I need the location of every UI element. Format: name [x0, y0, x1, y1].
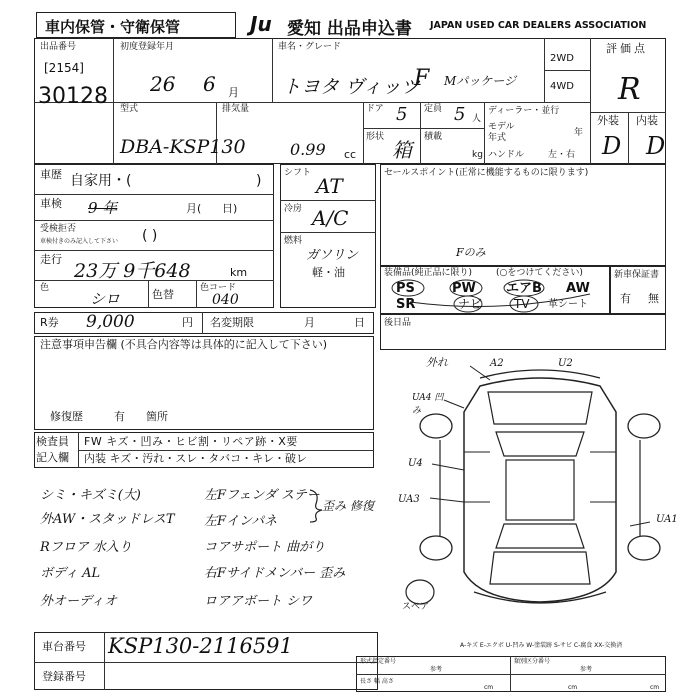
exterior-grade: D	[602, 132, 622, 160]
sales-point-label: セールスポイント(正常に機能するものに限ります)	[384, 168, 589, 178]
later-date-label: 後日品	[384, 318, 412, 328]
ju-logo: Ju	[250, 12, 272, 36]
diagram-label-a2: A2	[490, 358, 504, 369]
shift-label: シフト	[284, 168, 312, 178]
inspector-row-1: FW キズ・凹み・ヒビ割・リペア跡・X要	[84, 435, 298, 448]
fuel-label: 燃料	[284, 236, 303, 246]
history-label: 車歴	[40, 168, 62, 181]
equip-sr: SR	[396, 297, 416, 312]
repair-parts: 箇所	[146, 410, 168, 423]
acceptance-note: 車検付きのみ記入して下さい	[40, 238, 119, 245]
history-close: )	[256, 173, 262, 189]
handle-label: ハンドル	[488, 150, 525, 160]
capacity-label: 定員	[424, 104, 443, 114]
equip-aw: AW	[566, 281, 590, 296]
equip-tv: TV	[514, 297, 530, 311]
recycle-block	[34, 312, 374, 334]
model-year-unit: 年	[574, 128, 584, 138]
diagram-label-off: 外れ	[426, 356, 448, 369]
inspector-label-1: 検査員	[36, 435, 69, 448]
repair-label: 修復歴	[50, 410, 83, 423]
equipment-note: (○をつけてください)	[496, 268, 583, 278]
handle-options: 左・右	[548, 150, 576, 160]
equipment-label: 装備品(純正品に限り)	[384, 268, 473, 278]
first-registration-label: 初度登録年月	[120, 42, 175, 52]
first-registration-month: 6	[203, 72, 216, 96]
door-value: 5	[396, 104, 408, 125]
shape-label: 形状	[366, 132, 385, 142]
capacity-value: 5	[454, 104, 466, 125]
load-unit: kg	[472, 150, 483, 160]
first-registration-year: 26	[150, 72, 176, 96]
inspector-row-2: 内装 キズ・汚れ・スレ・タバコ・キレ・破レ	[84, 452, 308, 465]
dimension-unit-3: cm	[650, 684, 660, 691]
displacement-value: 0.99	[290, 140, 326, 159]
remark-right-5: ロアアボート シワ	[204, 594, 313, 609]
color-code: 040	[212, 292, 239, 308]
shift-value: AT	[316, 174, 343, 198]
interior-grade: D	[646, 132, 666, 160]
name-change-label: 名変期限	[210, 316, 254, 329]
inspection-label: 車検	[40, 197, 62, 210]
remark-right-2: 左Fインパネ	[204, 514, 278, 529]
registration-label: 登録番号	[42, 670, 86, 683]
dimension-unit-2: cm	[568, 684, 578, 691]
capacity-unit: 人	[472, 114, 482, 124]
car-package: Mパッケージ	[444, 74, 517, 88]
car-name: トヨタ ヴィッツ	[282, 76, 420, 98]
inspection-month: 月(	[186, 202, 202, 215]
equip-navi: ナビ	[458, 297, 483, 311]
inspection-day: 日)	[222, 202, 238, 215]
repaint-label: 色替	[152, 288, 174, 301]
remark-left-3: Rフロア 水入り	[40, 540, 132, 555]
model-label: 型式	[120, 104, 139, 114]
diagram-legend: A-キズ E-エクボ U-凹み W-塗装跡 S-サビ C-腐食 XX-交換済	[460, 642, 623, 649]
model-year-label: モデル年式	[488, 122, 515, 143]
remark-left-2: 外AW・スタッドレスT	[40, 512, 175, 527]
displacement-label: 排気量	[222, 104, 250, 114]
chassis-label: 車台番号	[42, 640, 86, 653]
history-value: 自家用・(	[70, 173, 132, 189]
chassis-value: KSP130-2116591	[108, 634, 293, 658]
warranty-no: 無	[648, 292, 659, 305]
remark-right-3: コアサポート 曲がり	[204, 540, 326, 555]
mileage-value: 23万 9千648	[74, 260, 191, 282]
mileage-unit: km	[230, 266, 248, 279]
equip-airbag: エアB	[506, 281, 542, 296]
type-designation-label: 形式指定番号	[360, 658, 397, 665]
lot-number-label: 出品番号	[40, 42, 77, 52]
sales-point-block	[380, 164, 666, 266]
classification-label: 類別区分番号	[514, 658, 551, 665]
color-label: 色	[40, 283, 50, 293]
score-label: 評価点	[606, 42, 648, 55]
mileage-label: 走行	[40, 253, 62, 266]
recycle-label: R券	[40, 316, 59, 329]
dimension-labels: 長さ 幅 高さ	[360, 678, 394, 685]
month-unit: 月	[228, 86, 239, 99]
equip-pw: PW	[452, 281, 476, 296]
equipment-circles	[380, 266, 610, 314]
inspection-year: 9 年	[88, 199, 118, 217]
name-change-month: 月	[304, 316, 315, 329]
diagram-label-u2: U2	[558, 358, 573, 369]
drive-4wd: 4WD	[550, 81, 574, 92]
diagram-label-ua1: UA1	[656, 514, 678, 525]
remark-brace	[306, 488, 326, 524]
car-grade: F	[414, 66, 430, 91]
color-value: シロ	[90, 290, 121, 308]
load-label: 積載	[424, 132, 443, 142]
fuel-value: ガソリン	[306, 248, 359, 263]
diagram-label-spare: スペア	[402, 602, 430, 612]
lot-number: 30128	[38, 84, 108, 109]
repair-value: 有	[114, 410, 125, 423]
aircon-label: 冷房	[284, 204, 303, 214]
recycle-unit: 円	[182, 316, 193, 329]
remark-left-5: 外オーディオ	[40, 594, 117, 609]
equip-leather: 革シート	[548, 299, 588, 310]
acceptance-paren: ( )	[142, 228, 158, 244]
later-date-block	[380, 314, 666, 350]
inspector-label-2: 記入欄	[36, 451, 69, 464]
lot-bracket: [2154]	[44, 61, 84, 75]
car-name-label: 車名・グレード	[278, 42, 342, 52]
diagram-label-u4: U4	[408, 458, 423, 469]
door-label: ドア	[366, 104, 384, 114]
exterior-label: 外装	[597, 114, 619, 127]
form-title: 愛知 出品申込書	[287, 19, 412, 39]
reference-label-1: 参考	[430, 666, 443, 673]
remark-left-4: ボディ AL	[40, 566, 101, 581]
score-value: R	[618, 72, 641, 107]
dimension-unit-1: cm	[484, 684, 494, 691]
sales-point-note: Fのみ	[456, 246, 486, 259]
displacement-unit: cc	[344, 148, 357, 161]
notes-label: 注意事項申告欄 (不具合内容等は具体的に記入して下さい)	[40, 338, 328, 351]
equip-ps: PS	[396, 281, 415, 296]
remark-side-note: 歪み 修復	[322, 499, 374, 513]
acceptance-label: 受検拒否	[40, 224, 77, 234]
name-change-day: 日	[354, 316, 365, 329]
storage-badge	[36, 12, 236, 38]
dealer-label: ディーラー・並行	[488, 106, 560, 116]
interior-label: 内装	[636, 114, 658, 127]
shape-value: 箱	[392, 138, 412, 162]
recycle-value: 9,000	[86, 312, 135, 332]
warranty-yes: 有	[620, 292, 631, 305]
remark-right-1: 左Fフェンダ ステー	[204, 488, 320, 503]
color-code-label: 色コード	[200, 283, 237, 293]
fuel-options: 軽・油	[312, 266, 345, 279]
remark-right-4: 右Fサイドメンバー 歪み	[204, 566, 346, 581]
reference-label-2: 参考	[580, 666, 593, 673]
association-name: JAPAN USED CAR DEALERS ASSOCIATION	[430, 20, 647, 31]
model-value: DBA-KSP130	[120, 136, 246, 158]
drive-2wd: 2WD	[550, 53, 574, 64]
aircon-value: A/C	[312, 206, 349, 230]
storage-badge-text: 車内保管・守衛保管	[45, 18, 181, 36]
diagram-label-ua4: UA4 凹み	[412, 393, 444, 416]
diagram-label-ua3: UA3	[398, 494, 420, 505]
remark-left-1: シミ・キズミ(大)	[40, 488, 141, 503]
warranty-label: 新車保証書	[614, 270, 660, 280]
